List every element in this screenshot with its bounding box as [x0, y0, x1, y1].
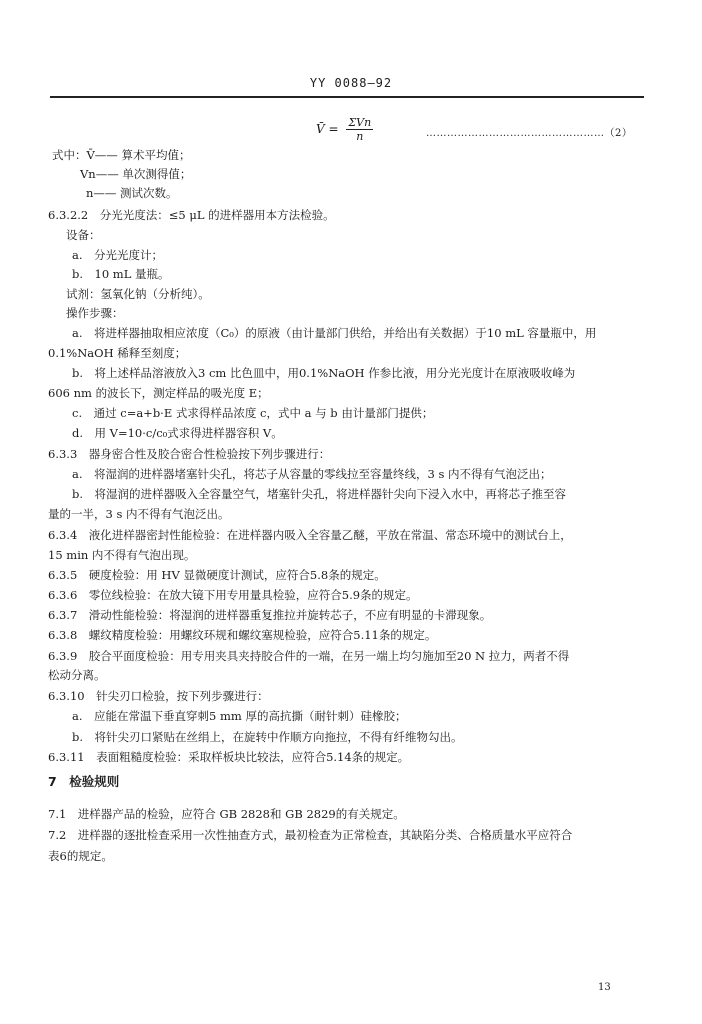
text-line: 操作步骤： [66, 306, 124, 320]
list-item: a. 分光光度计； [72, 248, 164, 262]
formula-lhs: V̄ = [316, 122, 339, 136]
definition-line: n—— 测试次数。 [86, 186, 178, 200]
header-rule [50, 96, 644, 98]
list-item: b. 将针尖刃口紧贴在丝绢上，在旋转中作顺方向拖拉，不得有纤维物勾出。 [72, 730, 463, 744]
list-item: a. 应能在常温下垂直穿刺5 mm 厚的高抗撕（耐针刺）硅橡胶； [72, 709, 407, 723]
clause-6-3-2-2: 6.3.2.2 分光光度法：≤5 μL 的进样器用本方法检验。 [48, 208, 335, 222]
text-line: 松动分离。 [48, 668, 106, 682]
clause-6-3-7: 6.3.7 滑动性能检验：将湿润的进样器重复推拉并旋转芯子，不应有明显的卡滞现象。 [48, 608, 492, 622]
formula-numerator: ΣVn [348, 116, 372, 129]
definition-line: Vn—— 单次测得值； [80, 167, 192, 181]
text-line: 606 nm 的波长下，测定样品的吸光度 E； [48, 386, 269, 400]
section-7-heading: 7 检验规则 [48, 774, 120, 789]
text-line: 试剂：氢氧化钠（分析纯）。 [66, 287, 210, 301]
formula-2 [316, 116, 373, 143]
clause-6-3-4: 6.3.4 液化进样器密封性能检验：在进样器内吸入全容量乙醚，平放在常温、常态环境中的测试台上， [48, 528, 572, 542]
formula-denominator: n [356, 130, 364, 143]
clause-6-3-6: 6.3.6 零位线检验：在放大镜下用专用量具检验，应符合5.9条的规定。 [48, 588, 418, 602]
list-item: b. 10 mL 量瓶。 [72, 267, 170, 281]
clause-6-3-3: 6.3.3 器身密合性及胶合密合性检验按下列步骤进行： [48, 447, 331, 461]
list-item: a. 将湿润的进样器堵塞针尖孔，将芯子从容量的零线拉至容量终线，3 s 内不得有气泡泛出； [72, 467, 552, 481]
text-line: 设备： [66, 228, 101, 242]
text-line: 15 min 内不得有气泡出现。 [48, 548, 196, 562]
clause-7-1: 7.1 进样器产品的检验，应符合 GB 2828和 GB 2829的有关规定。 [48, 807, 405, 821]
list-item: c. 通过 c=a+b·E 式求得样品浓度 c，式中 a 与 b 由计量部门提供； [72, 406, 434, 420]
text-line: 0.1%NaOH 稀释至刻度； [48, 346, 187, 360]
clause-6-3-11: 6.3.11 表面粗糙度检验：采取样板块比较法，应符合5.14条的规定。 [48, 750, 410, 764]
text-line: 量的一半，3 s 内不得有气泡泛出。 [48, 507, 230, 521]
list-item: b. 将上述样品溶液放入3 cm 比色皿中，用0.1%NaOH 作参比液，用分光光度计在原液吸收峰为 [72, 366, 576, 380]
list-item: d. 用 V=10·c/c₀式求得进样器容积 V。 [72, 426, 283, 440]
clause-6-3-8: 6.3.8 螺纹精度检验：用螺纹环规和螺纹塞规检验，应符合5.11条的规定。 [48, 628, 437, 642]
clause-6-3-5: 6.3.5 硬度检验：用 HV 显微硬度计测试，应符合5.8条的规定。 [48, 568, 386, 582]
list-item: a. 将进样器抽取相应浓度（C₀）的原液（由计量部门供给，并给出有关数据）于10 mL 容量瓶中，用 [72, 326, 597, 340]
page-number: 13 [598, 982, 611, 993]
definition-line: 式中：V̄—— 算术平均值； [52, 148, 191, 162]
formula-fraction [346, 116, 373, 143]
list-item: b. 将湿润的进样器吸入全容量空气，堵塞针尖孔，将进样器针尖向下浸入水中，再将芯子推至容 [72, 487, 567, 501]
standard-code-header: YY 0088—92 [309, 76, 393, 90]
clause-6-3-9: 6.3.9 胶合平面度检验：用专用夹具夹持胶合件的一端，在另一端上均匀施加至20 N 拉力，两者不得 [48, 649, 570, 663]
clause-7-2: 7.2 进样器的逐批检查采用一次性抽查方式，最初检查为正常检查，其缺陷分类、合格质量水平应符合 [48, 828, 573, 842]
clause-6-3-10: 6.3.10 针尖刃口检验，按下列步骤进行： [48, 689, 269, 703]
text-line: 表6的规定。 [48, 849, 113, 863]
formula-number: ……………………………………………（2） [426, 128, 633, 139]
